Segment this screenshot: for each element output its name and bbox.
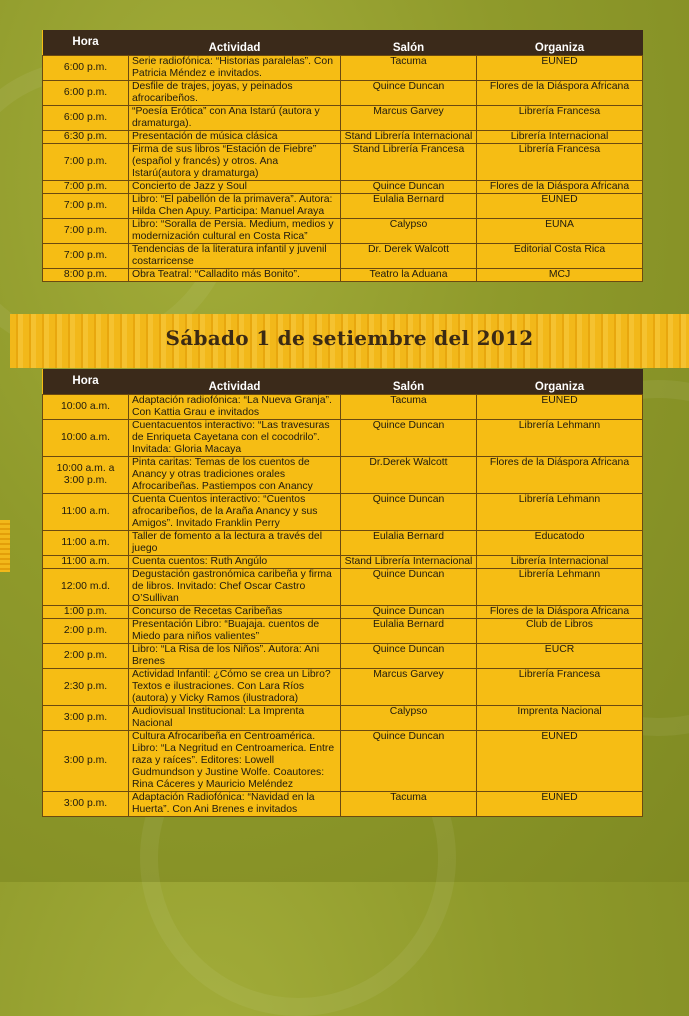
cell-hora: 11:00 a.m. — [43, 494, 129, 531]
cell-actividad: Audiovisual Institucional: La Imprenta Nacional — [129, 706, 341, 731]
cell-hora: 6:00 p.m. — [43, 56, 129, 81]
cell-salon: Quince Duncan — [341, 494, 477, 531]
cell-hora: 6:00 p.m. — [43, 81, 129, 106]
cell-actividad: Concierto de Jazz y Soul — [129, 181, 341, 194]
cell-actividad: Firma de sus libros “Estación de Fiebre” (español y francés) y otros. Ana Istarú(autora y dramaturga) — [129, 144, 341, 181]
schedule-row — [43, 56, 643, 81]
cell-salon: Quince Duncan — [341, 181, 477, 194]
cell-organiza: EUNED — [477, 194, 643, 219]
cell-salon: Quince Duncan — [341, 644, 477, 669]
cell-hora: 12:00 m.d. — [43, 569, 129, 606]
schedule-row — [43, 194, 643, 219]
cell-hora: 7:00 p.m. — [43, 144, 129, 181]
cell-salon: Quince Duncan — [341, 731, 477, 792]
cell-organiza: Flores de la Diáspora Africana — [477, 81, 643, 106]
schedule-row — [43, 731, 643, 792]
cell-actividad: Libro: “El pabellón de la primavera”. Autora: Hilda Chen Apuy. Participa: Manuel Araya — [129, 194, 341, 219]
cell-actividad: Presentación Libro: “Buajaja. cuentos de Miedo para niños valientes” — [129, 619, 341, 644]
cell-hora: 10:00 a.m. — [43, 395, 129, 420]
header-organiza: Organiza — [477, 369, 643, 395]
cell-actividad: Cuenta Cuentos interactivo: “Cuentos afrocaribeños, de la Araña Anancy y sus Amigos”. Invitado Franklin Perry — [129, 494, 341, 531]
cell-hora: 3:00 p.m. — [43, 706, 129, 731]
cell-salon: Eulalia Bernard — [341, 619, 477, 644]
cell-salon: Quince Duncan — [341, 420, 477, 457]
cell-hora: 1:00 p.m. — [43, 606, 129, 619]
cell-organiza: Flores de la Diáspora Africana — [477, 457, 643, 494]
cell-actividad: Degustación gastronómica caribeña y firma de libros. Invitado: Chef Oscar Castro O’Sullivan — [129, 569, 341, 606]
header-hora: Hora — [43, 369, 129, 395]
schedule-row — [43, 706, 643, 731]
saturday-schedule-body — [43, 395, 643, 817]
cell-actividad: Pinta caritas: Temas de los cuentos de Anancy y otras tradiciones orales Afrocaribeñas. Pastiempos con Anancy — [129, 457, 341, 494]
cell-actividad: Adaptación radiofónica: “La Nueva Granja”. Con Kattia Grau e invitados — [129, 395, 341, 420]
cell-organiza: EUNED — [477, 56, 643, 81]
cell-salon: Tacuma — [341, 56, 477, 81]
header-actividad: Actividad — [129, 30, 341, 56]
schedule-row — [43, 494, 643, 531]
cell-actividad: Obra Teatral: “Calladito más Bonito”. — [129, 269, 341, 282]
cell-salon: Tacuma — [341, 792, 477, 817]
cell-salon: Dr.Derek Walcott — [341, 457, 477, 494]
cell-organiza: Educatodo — [477, 531, 643, 556]
friday-schedule-table — [42, 30, 643, 282]
header-salon: Salón — [341, 30, 477, 56]
schedule-row — [43, 606, 643, 619]
cell-actividad: Serie radiofónica: “Historias paralelas”. Con Patricia Méndez e invitados. — [129, 56, 341, 81]
schedule-row — [43, 395, 643, 420]
cell-salon: Tacuma — [341, 395, 477, 420]
cell-actividad: Taller de fomento a la lectura a través del juego — [129, 531, 341, 556]
cell-organiza: Librería Lehmann — [477, 569, 643, 606]
cell-actividad: Desfile de trajes, joyas, y peinados afrocaribeños. — [129, 81, 341, 106]
schedule-row — [43, 531, 643, 556]
cell-salon: Calypso — [341, 706, 477, 731]
cell-actividad: Cuenta cuentos: Ruth Angúlo — [129, 556, 341, 569]
cell-organiza: Flores de la Diáspora Africana — [477, 606, 643, 619]
cell-organiza: EUNED — [477, 792, 643, 817]
cell-organiza: Club de Libros — [477, 619, 643, 644]
schedule-row — [43, 569, 643, 606]
cell-hora: 2:30 p.m. — [43, 669, 129, 706]
schedule-row — [43, 669, 643, 706]
cell-actividad: “Poesía Erótica” con Ana Istarú (autora y dramaturga). — [129, 106, 341, 131]
cell-actividad: Concurso de Recetas Caribeñas — [129, 606, 341, 619]
cell-hora: 10:00 a.m. — [43, 420, 129, 457]
cell-actividad: Libro: “Soralla de Persia. Medium, medios y modernización cultural en Costa Rica” — [129, 219, 341, 244]
cell-organiza: Flores de la Diáspora Africana — [477, 181, 643, 194]
schedule-row — [43, 269, 643, 282]
cell-hora: 7:00 p.m. — [43, 181, 129, 194]
header-salon: Salón — [341, 369, 477, 395]
cell-hora: 10:00 a.m. a 3:00 p.m. — [43, 457, 129, 494]
day-banner — [10, 314, 689, 368]
cell-organiza: EUCR — [477, 644, 643, 669]
cell-organiza: MCJ — [477, 269, 643, 282]
cell-organiza: Librería Francesa — [477, 669, 643, 706]
cell-organiza: Librería Francesa — [477, 144, 643, 181]
cell-organiza: EUNED — [477, 395, 643, 420]
table-header-row — [43, 30, 643, 56]
cell-hora: 7:00 p.m. — [43, 194, 129, 219]
cell-salon: Quince Duncan — [341, 569, 477, 606]
cell-hora: 7:00 p.m. — [43, 219, 129, 244]
schedule-row — [43, 556, 643, 569]
schedule-row — [43, 420, 643, 457]
cell-hora: 6:00 p.m. — [43, 106, 129, 131]
cell-organiza: Editorial Costa Rica — [477, 244, 643, 269]
cell-hora: 7:00 p.m. — [43, 244, 129, 269]
cell-salon: Calypso — [341, 219, 477, 244]
cell-hora: 3:00 p.m. — [43, 731, 129, 792]
cell-salon: Marcus Garvey — [341, 106, 477, 131]
cell-organiza: Librería Lehmann — [477, 420, 643, 457]
cell-actividad: Cultura Afrocaribeña en Centroamérica. Libro: “La Negritud en Centroamerica. Entre raza y raíces”. Editores: Lowell Gudmundson y Justine Wolfe. Coautores: Rina Cáceres y Mauricio Meléndez — [129, 731, 341, 792]
cell-actividad: Libro: “La Risa de los Niños”. Autora: Ani Brenes — [129, 644, 341, 669]
cell-hora: 8:00 p.m. — [43, 269, 129, 282]
friday-schedule-body — [43, 56, 643, 282]
cell-actividad: Presentación de música clásica — [129, 131, 341, 144]
saturday-schedule-table — [42, 369, 643, 817]
schedule-row — [43, 181, 643, 194]
cell-actividad: Tendencias de la literatura infantil y juvenil costarricense — [129, 244, 341, 269]
schedule-row — [43, 644, 643, 669]
cell-organiza: Librería Francesa — [477, 106, 643, 131]
cell-organiza: EUNA — [477, 219, 643, 244]
schedule-row — [43, 619, 643, 644]
cell-hora: 11:00 a.m. — [43, 531, 129, 556]
schedule-row — [43, 792, 643, 817]
cell-salon: Eulalia Bernard — [341, 531, 477, 556]
cell-actividad: Cuentacuentos interactivo: “Las travesuras de Enriqueta Cayetana con el cocodrilo”. Invitada: Gloria Macaya — [129, 420, 341, 457]
schedule-row — [43, 131, 643, 144]
cell-actividad: Actividad Infantil: ¿Cómo se crea un Libro? Textos e ilustraciones. Con Lara Ríos (autora) y Vicky Ramos (ilustradora) — [129, 669, 341, 706]
cell-salon: Dr. Derek Walcott — [341, 244, 477, 269]
cell-hora: 6:30 p.m. — [43, 131, 129, 144]
header-hora: Hora — [43, 30, 129, 56]
cell-organiza: Librería Lehmann — [477, 494, 643, 531]
schedule-row — [43, 81, 643, 106]
schedule-row — [43, 457, 643, 494]
section-title: Sábado 1 de setiembre del 2012 — [165, 326, 534, 350]
cell-salon: Marcus Garvey — [341, 669, 477, 706]
cell-organiza: Imprenta Nacional — [477, 706, 643, 731]
cell-salon: Quince Duncan — [341, 606, 477, 619]
cell-salon: Stand Librería Internacional — [341, 131, 477, 144]
table-header-row — [43, 369, 643, 395]
cell-hora: 11:00 a.m. — [43, 556, 129, 569]
cell-hora: 3:00 p.m. — [43, 792, 129, 817]
cell-salon: Stand Librería Francesa — [341, 144, 477, 181]
schedule-row — [43, 244, 643, 269]
header-organiza: Organiza — [477, 30, 643, 56]
cell-hora: 2:00 p.m. — [43, 619, 129, 644]
cell-hora: 2:00 p.m. — [43, 644, 129, 669]
cell-organiza: Librería Internacional — [477, 556, 643, 569]
cell-salon: Stand Librería Internacional — [341, 556, 477, 569]
cell-organiza: EUNED — [477, 731, 643, 792]
cell-salon: Eulalia Bernard — [341, 194, 477, 219]
schedule-row — [43, 144, 643, 181]
side-decoration — [0, 520, 10, 572]
schedule-row — [43, 219, 643, 244]
cell-organiza: Librería Internacional — [477, 131, 643, 144]
cell-salon: Quince Duncan — [341, 81, 477, 106]
schedule-row — [43, 106, 643, 131]
cell-salon: Teatro la Aduana — [341, 269, 477, 282]
header-actividad: Actividad — [129, 369, 341, 395]
cell-actividad: Adaptación Radiofónica: “Navidad en la Huerta”. Con Ani Brenes e invitados — [129, 792, 341, 817]
